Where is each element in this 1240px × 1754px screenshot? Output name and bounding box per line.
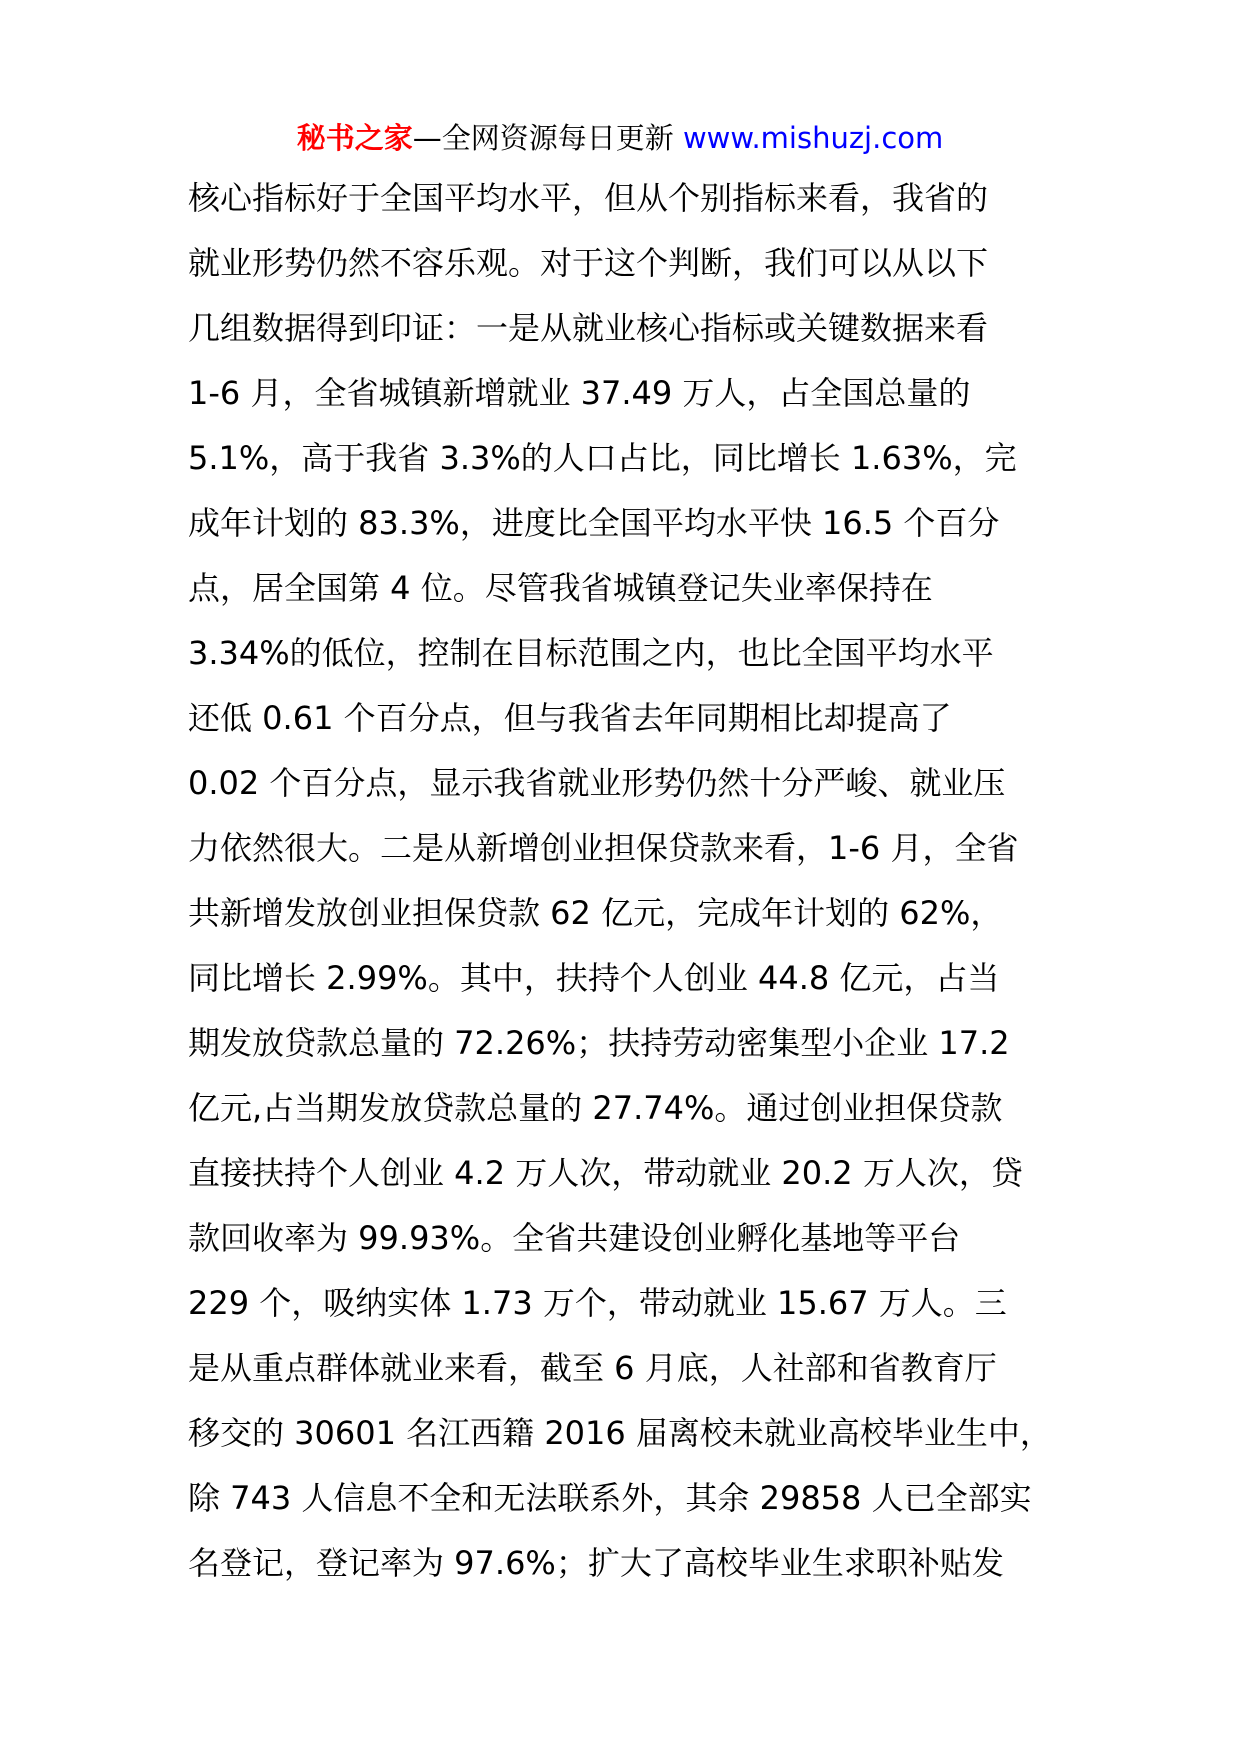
body-line: 成年计划的 83.3%，进度比全国平均水平快 16.5 个百分 bbox=[188, 504, 1000, 542]
body-line: 移交的 30601 名江西籍 2016 届离校未就业高校毕业生中， bbox=[188, 1414, 1052, 1452]
body-line: 还低 0.61 个百分点，但与我省去年同期相比却提高了 bbox=[188, 699, 952, 737]
document-body bbox=[188, 166, 1088, 1596]
body-line: 5.1%，高于我省 3.3%的人口占比，同比增长 1.63%，完 bbox=[188, 439, 1017, 477]
body-line: 同比增长 2.99%。其中，扶持个人创业 44.8 亿元，占当 bbox=[188, 959, 1000, 997]
body-line: 3.34%的低位，控制在目标范围之内，也比全国平均水平 bbox=[188, 634, 994, 672]
body-line: 期发放贷款总量的 72.26%；扶持劳动密集型小企业 17.2 bbox=[188, 1024, 1010, 1062]
website-link[interactable]: www.mishuzj.com bbox=[682, 121, 944, 155]
body-line: 直接扶持个人创业 4.2 万人次，带动就业 20.2 万人次，贷 bbox=[188, 1154, 1023, 1192]
body-line: 就业形势仍然不容乐观。对于这个判断，我们可以从以下 bbox=[188, 244, 989, 282]
page-header bbox=[0, 118, 1240, 158]
body-line: 0.02 个百分点，显示我省就业形势仍然十分严峻、就业压 bbox=[188, 764, 1006, 802]
body-line: 亿元,占当期发放贷款总量的 27.74%。通过创业担保贷款 bbox=[188, 1089, 1003, 1127]
body-line: 核心指标好于全国平均水平，但从个别指标来看，我省的 bbox=[188, 179, 989, 217]
header-tagline: —全网资源每日更新 bbox=[412, 121, 683, 155]
body-line: 点，居全国第 4 位。尽管我省城镇登记失业率保持在 bbox=[188, 569, 933, 607]
body-line: 力依然很大。二是从新增创业担保贷款来看，1-6 月，全省 bbox=[188, 829, 1019, 867]
body-line: 229 个，吸纳实体 1.73 万个，带动就业 15.67 万人。三 bbox=[188, 1284, 1007, 1322]
body-line: 1-6 月，全省城镇新增就业 37.49 万人，占全国总量的 bbox=[188, 374, 971, 412]
body-line: 共新增发放创业担保贷款 62 亿元，完成年计划的 62%， bbox=[188, 894, 1003, 932]
body-line: 是从重点群体就业来看，截至 6 月底，人社部和省教育厅 bbox=[188, 1349, 997, 1387]
body-line: 款回收率为 99.93%。全省共建设创业孵化基地等平台 bbox=[188, 1219, 961, 1257]
body-line: 名登记，登记率为 97.6%；扩大了高校毕业生求职补贴发 bbox=[188, 1544, 1004, 1582]
body-line: 几组数据得到印证：一是从就业核心指标或关键数据来看 bbox=[188, 309, 989, 347]
body-line: 除 743 人信息不全和无法联系外，其余 29858 人已全部实 bbox=[188, 1479, 1032, 1517]
brand-name: 秘书之家 bbox=[296, 121, 413, 155]
